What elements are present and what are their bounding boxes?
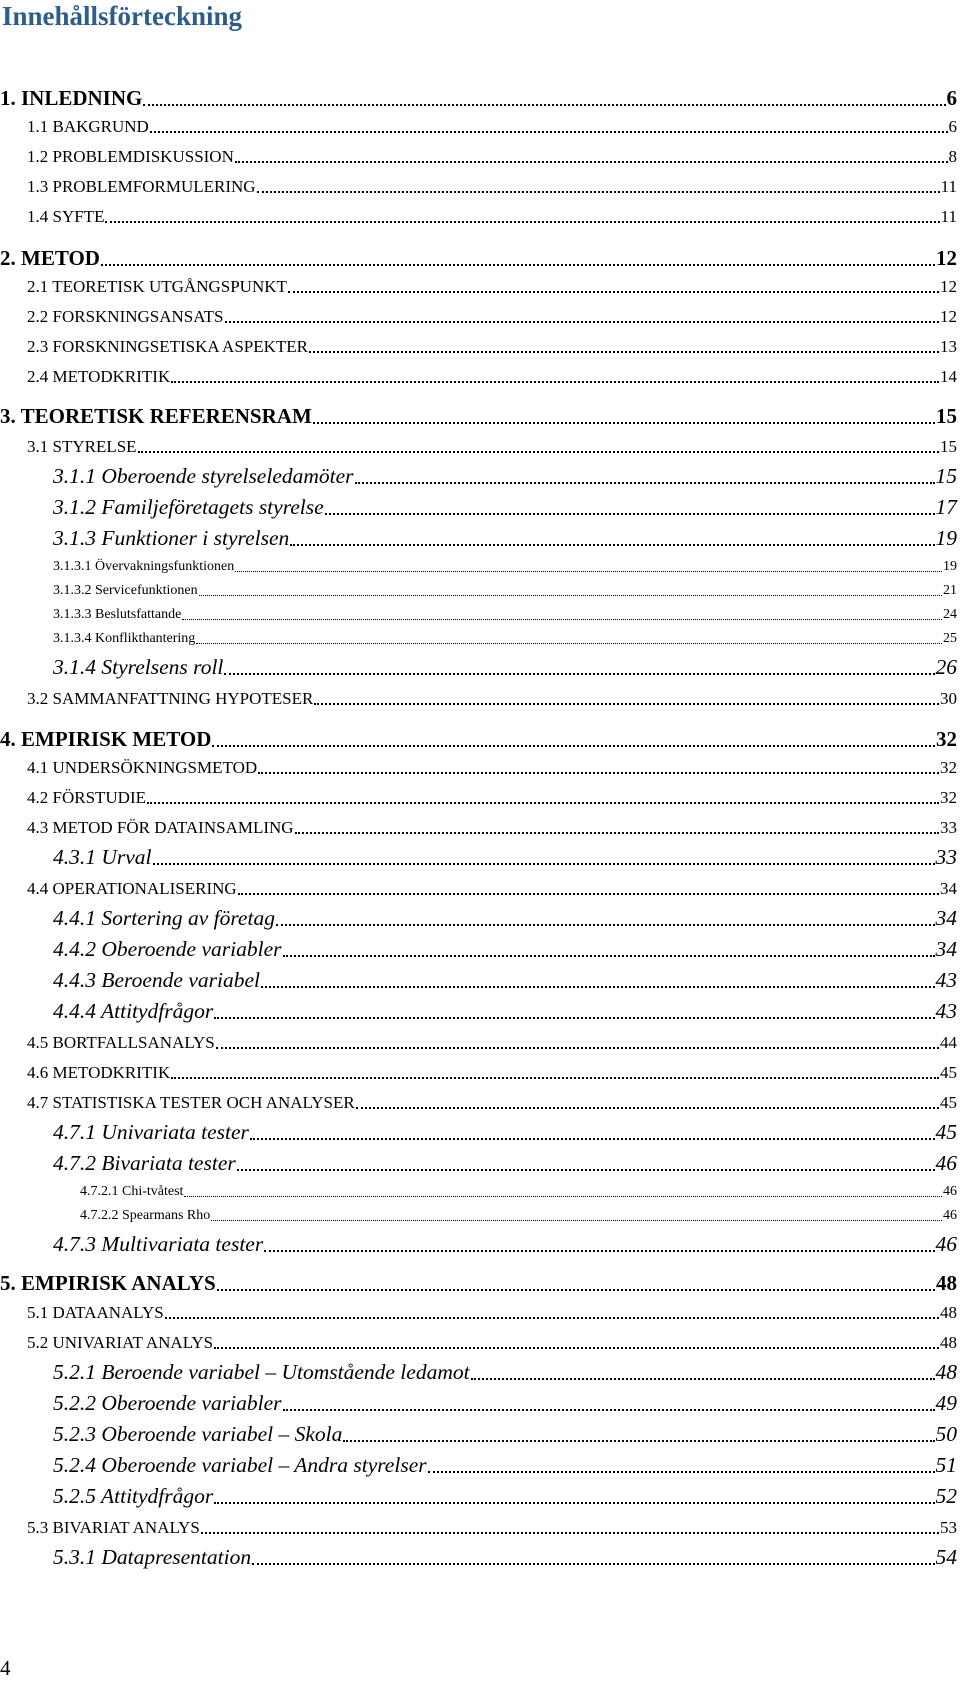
toc-entry-label: 5.3 BIVARIAT ANALYS: [27, 1518, 200, 1537]
toc-entry-2-1[interactable]: [27, 277, 957, 297]
toc-entry-page: 12: [936, 246, 957, 270]
toc-entry-label: 3.1.4 Styrelsens roll: [53, 655, 224, 679]
leader-dots: [182, 607, 942, 623]
leader-dots: [184, 1184, 942, 1200]
toc-entry-4-3-1[interactable]: [53, 845, 957, 870]
toc-entry-label: 4.7.2.1 Chi-tvåtest: [80, 1184, 184, 1199]
leader-dots: [250, 1120, 935, 1145]
toc-entry-page: 26: [935, 655, 957, 679]
toc-entry-page: 33: [940, 818, 957, 837]
toc-entry-page: 15: [935, 464, 957, 488]
leader-dots: [283, 1391, 935, 1416]
toc-entry-5-2[interactable]: [27, 1333, 957, 1353]
toc-entry-2[interactable]: [0, 246, 957, 271]
toc-entry-page: 33: [935, 845, 957, 869]
toc-entry-3-1[interactable]: [27, 437, 957, 457]
toc-entry-4-4-4[interactable]: [53, 999, 957, 1024]
toc-entry-5-2-3[interactable]: [53, 1422, 957, 1447]
toc-entry-label: 1.1 BAKGRUND: [27, 117, 149, 136]
toc-entry-page: 44: [940, 1033, 957, 1052]
toc-entry-3-1-4[interactable]: [53, 655, 957, 680]
leader-dots: [237, 1151, 935, 1176]
toc-entry-label: 2.3 FORSKNINGSETISKA ASPEKTER: [27, 337, 309, 356]
leader-dots: [264, 1232, 934, 1257]
toc-entry-page: 32: [936, 727, 957, 751]
toc-entry-label: 3. TEORETISK REFERENSRAM: [0, 404, 312, 428]
toc-entry-3-1-3-2[interactable]: [53, 583, 957, 599]
toc-entry-page: 34: [940, 879, 957, 898]
leader-dots: [150, 117, 948, 137]
toc-entry-page: 49: [935, 1391, 957, 1415]
leader-dots: [211, 1208, 942, 1224]
toc-entry-5[interactable]: [0, 1271, 957, 1296]
toc-entry-page: 48: [940, 1333, 957, 1352]
leader-dots: [295, 818, 939, 838]
toc-entry-label: 1.2 PROBLEMDISKUSSION: [27, 147, 234, 166]
toc-entry-label: 1. INLEDNING: [0, 86, 143, 110]
toc-entry-label: 3.1.3.1 Övervakningsfunktionen: [53, 559, 235, 574]
toc-entry-page: 46: [935, 1151, 957, 1175]
toc-entry-label: 5.3.1 Datapresentation: [53, 1545, 252, 1569]
toc-entry-label: 3.1.1 Oberoende styrelseledamöter: [53, 464, 354, 488]
toc-entry-page: 19: [943, 559, 957, 574]
toc-entry-label: 2. METOD: [0, 246, 100, 270]
toc-entry-page: 43: [935, 999, 957, 1023]
toc-entry-5-1[interactable]: [27, 1303, 957, 1323]
toc-entry-label: 4. EMPIRISK METOD: [0, 727, 212, 751]
toc-entry-2-4[interactable]: [27, 367, 957, 387]
leader-dots: [217, 1271, 935, 1296]
toc-entry-4-7-3[interactable]: [53, 1232, 957, 1257]
toc-entry-label: 4.4.4 Attitydfrågor: [53, 999, 214, 1023]
toc-entry-1-1[interactable]: [27, 117, 957, 137]
toc-entry-label: 1.4 SYFTE: [27, 207, 105, 226]
toc-entry-page: 53: [940, 1518, 957, 1537]
toc-entry-4-2[interactable]: [27, 788, 957, 808]
page-number: 4: [0, 1656, 11, 1680]
toc-entry-5-3[interactable]: [27, 1518, 957, 1538]
leader-dots: [356, 1093, 939, 1113]
leader-dots: [257, 177, 940, 197]
toc-entry-3[interactable]: [0, 404, 957, 429]
leader-dots: [105, 207, 939, 227]
leader-dots: [196, 631, 942, 647]
leader-dots: [313, 404, 935, 429]
leader-dots: [288, 277, 939, 297]
toc-entry-4-7-2-2[interactable]: [80, 1208, 957, 1224]
toc-entry-4-5[interactable]: [27, 1033, 957, 1053]
leader-dots: [283, 937, 935, 962]
toc-entry-page: 6: [948, 117, 957, 136]
leader-dots: [212, 727, 935, 752]
toc-entry-page: 48: [936, 1271, 957, 1295]
toc-entry-label: 5. EMPIRISK ANALYS: [0, 1271, 216, 1295]
toc-entry-label: 4.7.2 Bivariata tester: [53, 1151, 236, 1175]
leader-dots: [224, 655, 934, 680]
leader-dots: [314, 689, 939, 709]
leader-dots: [147, 788, 939, 808]
toc-entry-label: 3.1 STYRELSE: [27, 437, 137, 456]
toc-entry-label: 4.7.3 Multivariata tester: [53, 1232, 264, 1256]
toc-entry-page: 50: [935, 1422, 957, 1446]
toc-entry-3-2[interactable]: [27, 689, 957, 709]
toc-entry-1[interactable]: [0, 86, 957, 111]
leader-dots: [201, 1518, 939, 1538]
toc-entry-label: 4.7 STATISTISKA TESTER OCH ANALYSER: [27, 1093, 355, 1112]
toc-entry-page: 30: [940, 689, 957, 708]
toc-entry-page: 13: [940, 337, 957, 356]
toc-entry-label: 3.1.3 Funktioner i styrelsen: [53, 526, 290, 550]
leader-dots: [171, 367, 939, 387]
toc-entry-page: 17: [935, 495, 957, 519]
toc-entry-label: 4.4.2 Oberoende variabler: [53, 937, 282, 961]
toc-entry-label: 5.2.4 Oberoende variabel – Andra styrelser: [53, 1453, 427, 1477]
leader-dots: [290, 526, 934, 551]
toc-entry-2-3[interactable]: [27, 337, 957, 357]
toc-entry-page: 12: [940, 277, 957, 296]
toc-entry-page: 15: [936, 404, 957, 428]
toc-entry-4[interactable]: [0, 727, 957, 752]
toc-entry-page: 34: [935, 937, 957, 961]
leader-dots: [343, 1422, 934, 1447]
leader-dots: [214, 1333, 939, 1353]
toc-entry-label: 4.4.3 Beroende variabel: [53, 968, 260, 992]
leader-dots: [238, 879, 939, 899]
toc-entry-page: 25: [943, 631, 957, 646]
toc-entry-label: 1.3 PROBLEMFORMULERING: [27, 177, 256, 196]
toc-entry-page: 48: [935, 1360, 957, 1384]
toc-entry-label: 4.5 BORTFALLSANALYS: [27, 1033, 215, 1052]
toc-entry-5-2-1[interactable]: [53, 1360, 957, 1385]
toc-entry-label: 5.1 DATAANALYS: [27, 1303, 164, 1322]
toc-entry-3-1-3[interactable]: [53, 526, 957, 551]
leader-dots: [216, 1033, 939, 1053]
toc-entry-page: 11: [940, 177, 957, 196]
toc-entry-page: 24: [943, 607, 957, 622]
leader-dots: [235, 559, 942, 575]
toc-entry-page: 45: [935, 1120, 957, 1144]
toc-entry-label: 4.3.1 Urval: [53, 845, 152, 869]
toc-entry-4-4-3[interactable]: [53, 968, 957, 993]
toc-entry-label: 5.2.2 Oberoende variabler: [53, 1391, 282, 1415]
leader-dots: [171, 1063, 939, 1083]
leader-dots: [225, 307, 940, 327]
toc-entry-1-4[interactable]: [27, 207, 957, 227]
leader-dots: [214, 1484, 934, 1509]
toc-entry-4-6[interactable]: [27, 1063, 957, 1083]
leader-dots: [428, 1453, 935, 1478]
leader-dots: [199, 583, 942, 599]
toc-entry-3-1-3-4[interactable]: [53, 631, 957, 647]
toc-entry-page: 52: [935, 1484, 957, 1508]
toc-entry-label: 3.2 SAMMANFATTNING HYPOTESER: [27, 689, 314, 708]
toc-entry-page: 46: [943, 1184, 957, 1199]
toc-entry-4-1[interactable]: [27, 758, 957, 778]
toc-entry-page: 32: [940, 758, 957, 777]
toc-entry-page: 51: [935, 1453, 957, 1477]
toc-entry-page: 54: [935, 1545, 957, 1569]
toc-entry-page: 12: [940, 307, 957, 326]
toc-entry-page: 46: [943, 1208, 957, 1223]
toc-entry-4-7-1[interactable]: [53, 1120, 957, 1145]
toc-entry-label: 4.7.1 Univariata tester: [53, 1120, 249, 1144]
toc-entry-page: 46: [935, 1232, 957, 1256]
toc-entry-1-3[interactable]: [27, 177, 957, 197]
toc-entry-label: 5.2 UNIVARIAT ANALYS: [27, 1333, 214, 1352]
toc-entry-page: 45: [940, 1063, 957, 1082]
toc-entry-4-4[interactable]: [27, 879, 957, 899]
toc-entry-page: 15: [940, 437, 957, 456]
toc-entry-label: 5.2.3 Oberoende variabel – Skola: [53, 1422, 343, 1446]
toc-entry-page: 8: [948, 147, 957, 166]
toc-entry-page: 14: [940, 367, 957, 386]
toc-entry-label: 2.1 TEORETISK UTGÅNGSPUNKT: [27, 277, 287, 296]
toc-entry-4-7-2-1[interactable]: [80, 1184, 957, 1200]
leader-dots: [235, 147, 948, 167]
toc-entry-label: 3.1.3.2 Servicefunktionen: [53, 583, 198, 598]
toc-entry-label: 4.2 FÖRSTUDIE: [27, 788, 147, 807]
toc-entry-label: 3.1.3.3 Beslutsfattande: [53, 607, 182, 622]
leader-dots: [101, 246, 935, 271]
toc-entry-page: 19: [935, 526, 957, 550]
toc-entry-4-7-2[interactable]: [53, 1151, 957, 1176]
toc-entry-page: 32: [940, 788, 957, 807]
toc-entry-3-1-3-1[interactable]: [53, 559, 957, 575]
toc-entry-label: 4.4.1 Sortering av företag: [53, 906, 275, 930]
toc-entry-4-7[interactable]: [27, 1093, 957, 1113]
toc-entry-4-4-2[interactable]: [53, 937, 957, 962]
toc-entry-page: 43: [935, 968, 957, 992]
toc-entry-page: 34: [935, 906, 957, 930]
toc-entry-label: 4.7.2.2 Spearmans Rho: [80, 1208, 211, 1223]
leader-dots: [276, 906, 935, 931]
toc-entry-5-2-4[interactable]: [53, 1453, 957, 1478]
leader-dots: [165, 1303, 939, 1323]
toc-entry-5-2-2[interactable]: [53, 1391, 957, 1416]
leader-dots: [252, 1545, 934, 1570]
toc-entry-3-1-1[interactable]: [53, 464, 957, 489]
toc-entry-label: 5.2.1 Beroende variabel – Utomstående ledamot: [53, 1360, 470, 1384]
toc-entry-page: 45: [940, 1093, 957, 1112]
leader-dots: [153, 845, 935, 870]
leader-dots: [309, 337, 939, 357]
toc-entry-2-2[interactable]: [27, 307, 957, 327]
toc-entry-3-1-3-3[interactable]: [53, 607, 957, 623]
toc-entry-1-2[interactable]: [27, 147, 957, 167]
leader-dots: [355, 464, 935, 489]
toc-entry-4-4-1[interactable]: [53, 906, 957, 931]
leader-dots: [261, 968, 935, 993]
leader-dots: [214, 999, 934, 1024]
leader-dots: [258, 758, 939, 778]
toc-entry-label: 5.2.5 Attitydfrågor: [53, 1484, 214, 1508]
toc-entry-label: 3.1.3.4 Konflikthantering: [53, 631, 196, 646]
toc-entry-label: 4.1 UNDERSÖKNINGSMETOD: [27, 758, 258, 777]
toc-entry-5-2-5[interactable]: [53, 1484, 957, 1509]
toc-entry-page: 11: [940, 207, 957, 226]
leader-dots: [471, 1360, 935, 1385]
toc-entry-label: 4.3 METOD FÖR DATAINSAMLING: [27, 818, 294, 837]
leader-dots: [143, 86, 945, 111]
leader-dots: [138, 437, 939, 457]
toc-entry-page: 21: [943, 583, 957, 598]
toc-entry-label: 2.4 METODKRITIK: [27, 367, 171, 386]
leader-dots: [325, 495, 935, 520]
toc-entry-page: 6: [946, 86, 957, 110]
toc-entry-page: 48: [940, 1303, 957, 1322]
toc-title: Innehållsförteckning: [2, 1, 243, 31]
toc-entry-5-3-1[interactable]: [53, 1545, 957, 1570]
toc-entry-label: 3.1.2 Familjeföretagets styrelse: [53, 495, 324, 519]
toc-entry-3-1-2[interactable]: [53, 495, 957, 520]
toc-entry-label: 4.4 OPERATIONALISERING: [27, 879, 237, 898]
toc-entry-4-3[interactable]: [27, 818, 957, 838]
toc-entry-label: 2.2 FORSKNINGSANSATS: [27, 307, 224, 326]
toc-entry-label: 4.6 METODKRITIK: [27, 1063, 171, 1082]
